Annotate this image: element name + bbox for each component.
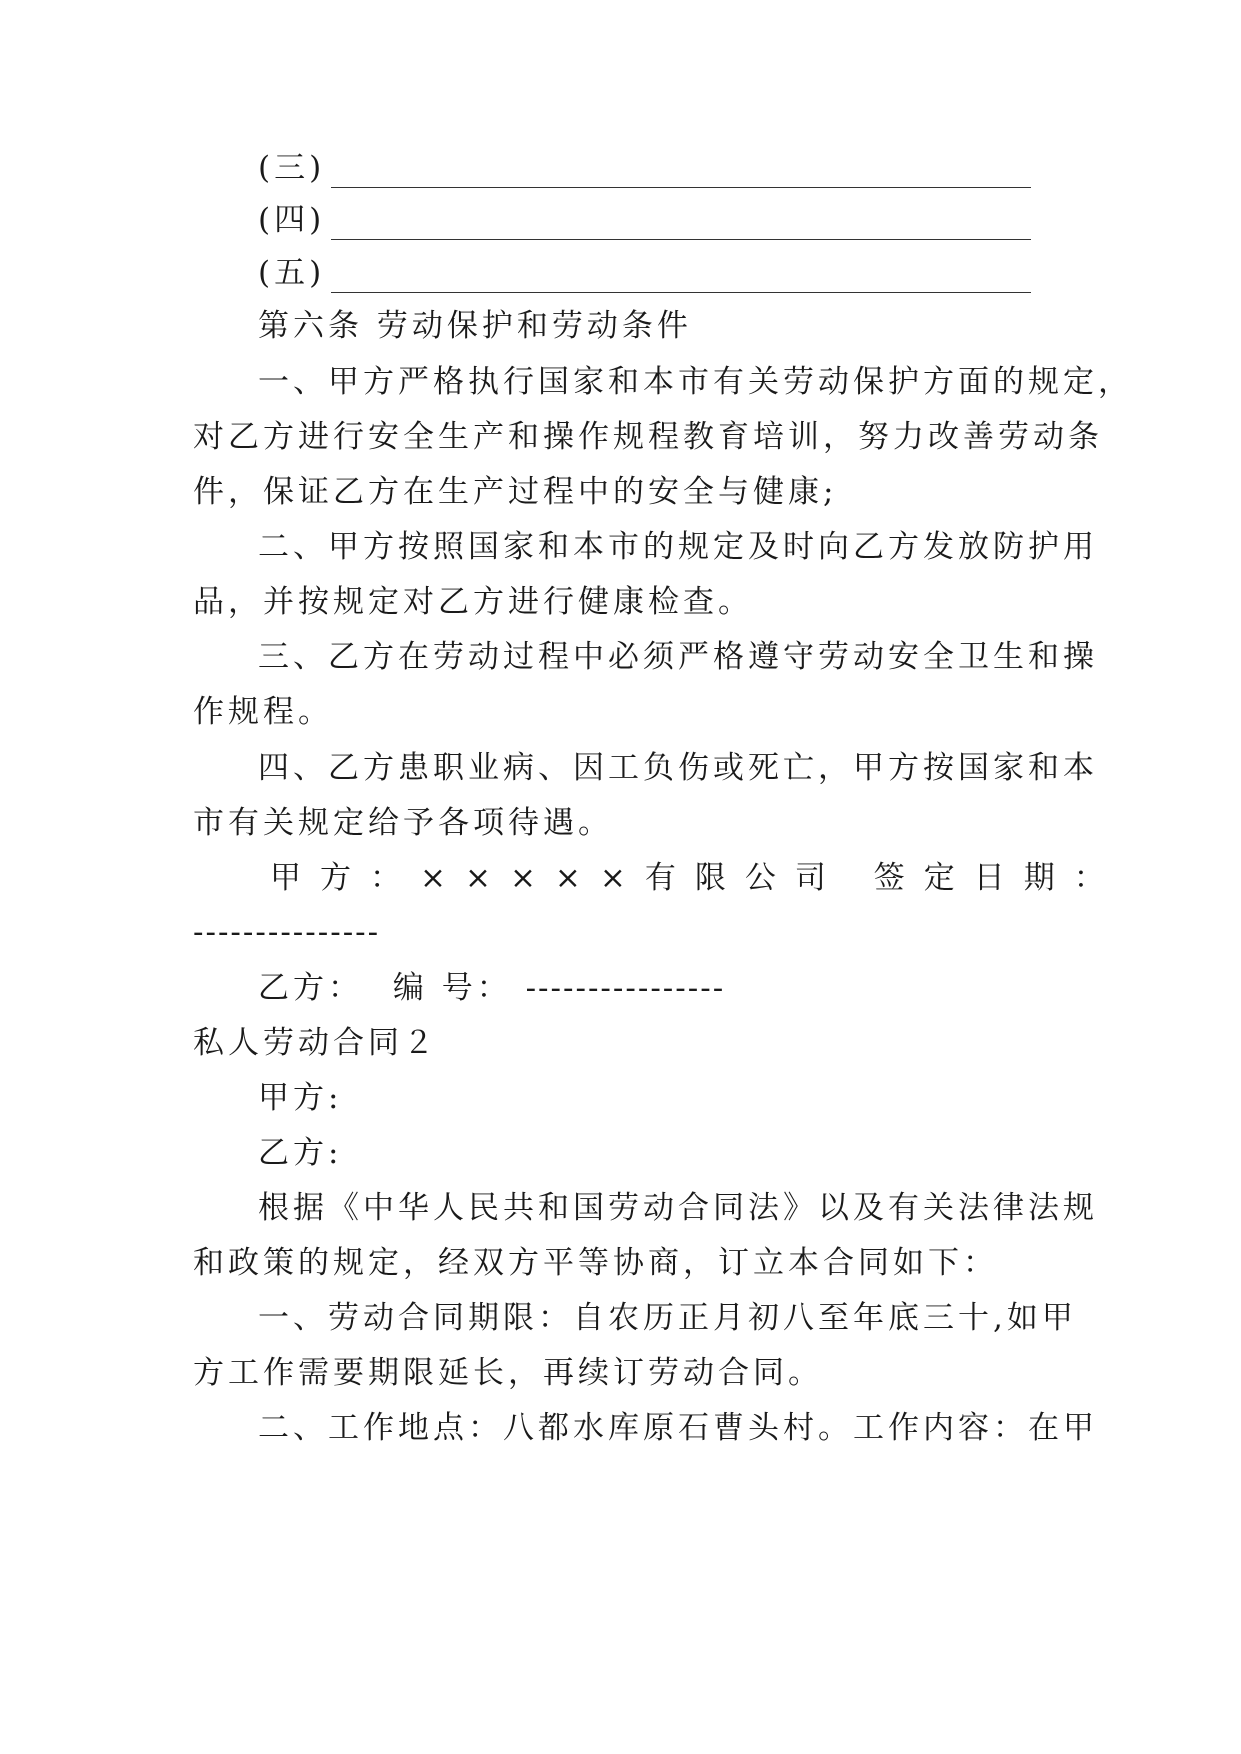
blank-underline bbox=[331, 159, 1031, 188]
blank-underline bbox=[331, 264, 1031, 293]
contract-title: 私人劳动合同２ bbox=[193, 1025, 438, 1061]
paragraph-line: 根据《中华人民共和国劳动合同法》以及有关法律法规 bbox=[258, 1190, 1098, 1226]
party-a-label: 甲方: bbox=[258, 1080, 343, 1116]
paragraph-line: 品，并按规定对乙方进行健康检查。 bbox=[193, 584, 753, 620]
blank-line-5 bbox=[258, 253, 1118, 293]
blank-line-3 bbox=[258, 148, 1118, 188]
blank-label: (四) bbox=[258, 202, 326, 238]
signature-date-blank: --------------- bbox=[193, 914, 381, 950]
party-b-signature-line bbox=[258, 968, 1118, 1008]
number-label: 编 号： bbox=[392, 970, 512, 1006]
paragraph-line: 二、甲方按照国家和本市的规定及时向乙方发放防护用 bbox=[258, 529, 1098, 565]
party-b-label: 乙方: bbox=[258, 1135, 343, 1171]
blank-label: (三) bbox=[258, 150, 326, 186]
article-heading: 第六条 劳动保护和劳动条件 bbox=[258, 308, 692, 344]
paragraph-line: 三、乙方在劳动过程中必须严格遵守劳动安全卫生和操 bbox=[258, 639, 1098, 675]
blank-underline bbox=[331, 211, 1031, 240]
paragraph-line: 一、劳动合同期限：自农历正月初八至年底三十,如甲 bbox=[258, 1300, 1077, 1336]
blank-line-4 bbox=[258, 200, 1118, 240]
paragraph-line: 二、工作地点：八都水库原石曹头村。工作内容：在甲 bbox=[258, 1410, 1098, 1446]
paragraph-line: 一、甲方严格执行国家和本市有关劳动保护方面的规定， bbox=[258, 364, 1133, 400]
paragraph-line: 对乙方进行安全生产和操作规程教育培训，努力改善劳动条 bbox=[193, 419, 1103, 455]
paragraph-line: 和政策的规定，经双方平等协商，订立本合同如下： bbox=[193, 1245, 998, 1281]
paragraph-line: 市有关规定给予各项待遇。 bbox=[193, 805, 613, 841]
party-b-label: 乙方： bbox=[258, 970, 363, 1006]
paragraph-line: 作规程。 bbox=[193, 694, 333, 730]
party-a-signature-line: 甲方：×××××有限公司 签定日期： bbox=[270, 860, 1124, 896]
paragraph-line: 四、乙方患职业病、因工负伤或死亡，甲方按国家和本 bbox=[258, 750, 1098, 786]
blank-label: (五) bbox=[258, 255, 326, 291]
paragraph-line: 方工作需要期限延长，再续订劳动合同。 bbox=[193, 1355, 823, 1391]
paragraph-line: 件，保证乙方在生产过程中的安全与健康; bbox=[193, 474, 838, 510]
number-blank: ---------------- bbox=[525, 970, 726, 1006]
